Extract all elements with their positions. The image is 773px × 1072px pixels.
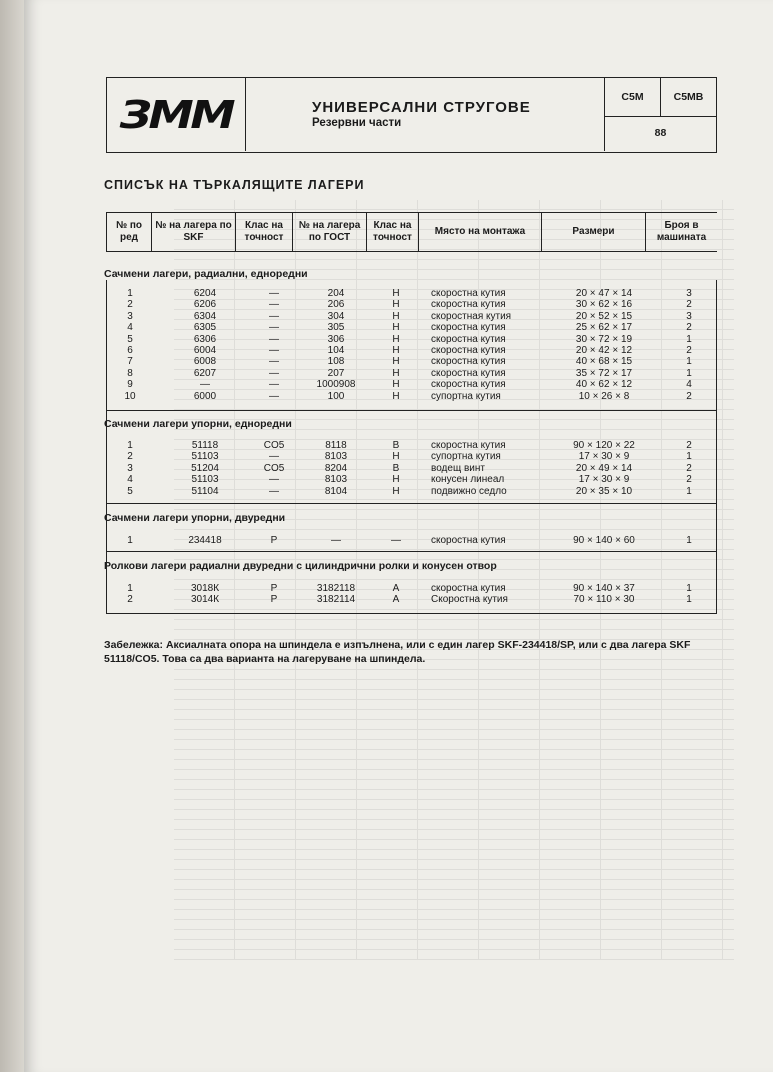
model-c5m: C5M (605, 78, 661, 116)
row-no: 4 (127, 474, 133, 486)
row-gost-class: Н (392, 485, 400, 497)
row-mount-place: скоростна кутия (431, 299, 506, 311)
row-gost-number: 108 (327, 356, 345, 368)
table-row (0, 288, 773, 299)
row-quantity: 2 (686, 390, 692, 402)
col-header-skf: № на лагера по SKF (152, 213, 236, 251)
row-quantity: 1 (686, 594, 692, 606)
footnote-text: Аксиалната опора на шпиндела е изпълнена, или с един лагер SKF-234418/SP, или с два лагера SKF 51118/CO5. Това са два варианта на лагеруване на шпиндела. (104, 639, 691, 665)
table-row (0, 345, 773, 356)
row-no: 1 (127, 583, 133, 594)
row-gost-number: 100 (327, 390, 345, 402)
document-header (106, 77, 717, 153)
col-header-qty: Броя в машината (656, 220, 707, 243)
table-left-border (106, 280, 107, 613)
row-skf-number: 6008 (193, 356, 217, 368)
row-mount-place: скоростна кутия (431, 288, 506, 299)
row-dimensions: 20 × 52 × 15 (575, 310, 633, 322)
row-quantity: 2 (686, 322, 692, 334)
document-subtitle: Резервни части (312, 117, 402, 129)
row-mount-place: скоростна кутия (431, 356, 506, 368)
row-skf-number: — (200, 379, 210, 391)
row-gost-number: 8103 (324, 474, 348, 486)
row-quantity: 4 (686, 379, 692, 391)
row-dimensions: 17 × 30 × 9 (578, 474, 630, 486)
row-no: 2 (127, 594, 133, 606)
row-quantity: 1 (686, 333, 692, 345)
row-no: 9 (127, 379, 133, 391)
row-mount-place: скоростна кутия (431, 379, 506, 391)
row-gost-class: Н (392, 367, 400, 379)
row-skf-number: 51103 (191, 474, 219, 486)
row-mount-place: водещ винт (431, 462, 485, 474)
col-header-size: Размери (542, 213, 646, 251)
row-skf-class: CO5 (263, 462, 285, 474)
col-header-class-skf: Клас на точност (236, 213, 293, 251)
row-skf-number: 3014К (190, 594, 220, 606)
row-dimensions: 90 × 120 × 22 (573, 440, 635, 451)
row-skf-class: — (269, 333, 279, 345)
row-gost-number: 306 (327, 333, 345, 345)
col-header-place: Място на монтажа (419, 213, 542, 251)
row-quantity: 3 (686, 310, 692, 322)
col-header-class-gost: Клас на точност (367, 213, 419, 251)
table-row (0, 334, 773, 345)
table-row (0, 451, 773, 462)
row-quantity: 1 (686, 356, 692, 368)
table-row (0, 299, 773, 310)
table-right-border (716, 280, 717, 613)
row-quantity: 1 (686, 485, 692, 497)
company-logo: ЗММ (119, 92, 233, 137)
section-title-thrust-single: Сачмени лагери упорни, едноредни (104, 418, 292, 430)
row-dimensions: 20 × 42 × 12 (575, 345, 633, 356)
table-row (0, 463, 773, 474)
row-dimensions: 17 × 30 × 9 (578, 451, 630, 463)
row-no: 7 (127, 356, 133, 368)
col-header-no: № по ред (106, 213, 152, 251)
row-skf-number: 51104 (191, 485, 219, 497)
row-gost-class: — (391, 535, 401, 546)
row-gost-number: 204 (327, 288, 345, 299)
document-title: УНИВЕРСАЛНИ СТРУГОВЕ (312, 99, 531, 116)
table-row (0, 440, 773, 451)
logo-box (107, 78, 246, 151)
row-skf-number: 6000 (193, 390, 217, 402)
row-mount-place: конусен линеал (431, 474, 505, 486)
row-no: 1 (127, 535, 133, 546)
table-row (0, 594, 773, 605)
row-skf-number: 6207 (193, 367, 217, 379)
row-gost-class: Н (392, 288, 400, 299)
section-title-roller: Ролкови лагери радиални двуредни с цилиндрични ролки и конусен отвор (104, 560, 497, 572)
table-row (0, 474, 773, 485)
row-gost-number: 1000908 (316, 379, 356, 391)
row-skf-class: — (269, 474, 279, 486)
row-quantity: 2 (686, 462, 692, 474)
row-mount-place: скоростна кутия (431, 367, 506, 379)
row-gost-class: Н (392, 310, 400, 322)
row-gost-number: 305 (327, 322, 345, 334)
row-dimensions: 25 × 62 × 17 (575, 322, 633, 334)
row-dimensions: 70 × 110 × 30 (573, 594, 635, 606)
row-dimensions: 40 × 62 × 12 (575, 379, 633, 391)
row-mount-place: скоростна кутия (431, 440, 506, 451)
row-skf-class: — (269, 356, 279, 368)
row-skf-number: 51118 (191, 440, 219, 451)
row-quantity: 2 (686, 440, 692, 451)
row-no: 2 (127, 451, 133, 463)
section-title-radial: Сачмени лагери, радиални, едноредни (104, 268, 308, 280)
row-mount-place: супортна кутия (431, 390, 501, 402)
row-skf-class: — (269, 379, 279, 391)
row-gost-class: А (392, 583, 400, 594)
row-gost-number: 8104 (324, 485, 348, 497)
row-quantity: 1 (686, 451, 692, 463)
row-skf-class: Р (270, 594, 278, 606)
row-dimensions: 20 × 49 × 14 (575, 462, 633, 474)
row-gost-class: А (392, 594, 400, 606)
col-header-gost: № на лагера по ГОСТ (293, 213, 367, 251)
row-skf-number: 6004 (193, 345, 217, 356)
table-row (0, 486, 773, 497)
row-quantity: 2 (686, 299, 692, 311)
section-title-thrust-double: Сачмени лагери упорни, двуредни (104, 512, 286, 524)
row-skf-number: 6304 (193, 310, 217, 322)
row-no: 2 (127, 299, 133, 311)
row-dimensions: 20 × 47 × 14 (575, 288, 633, 299)
model-c5mb: C5MB (673, 91, 704, 103)
row-skf-class: CO5 (263, 440, 285, 451)
row-gost-class: Н (392, 390, 400, 402)
row-gost-class: Н (392, 345, 400, 356)
row-skf-number: 51103 (191, 451, 219, 463)
section-divider (106, 613, 717, 614)
row-skf-number: 6204 (193, 288, 217, 299)
row-dimensions: 30 × 72 × 19 (575, 333, 633, 345)
row-skf-number: 6306 (193, 333, 217, 345)
row-no: 8 (127, 367, 133, 379)
table-row (0, 379, 773, 390)
row-skf-number: 234418 (188, 535, 222, 546)
row-no: 1 (127, 440, 133, 451)
row-quantity: 1 (686, 367, 692, 379)
model-box (605, 78, 716, 151)
row-no: 5 (127, 485, 133, 497)
row-no: 10 (124, 390, 136, 402)
row-mount-place: скоростна кутия (431, 583, 506, 594)
row-gost-class: Н (392, 474, 400, 486)
row-gost-number: 8103 (324, 451, 348, 463)
row-skf-class: — (269, 390, 279, 402)
row-no: 1 (127, 288, 133, 299)
row-quantity: 2 (686, 474, 692, 486)
table-row (0, 535, 773, 546)
row-dimensions: 40 × 68 × 15 (575, 356, 633, 368)
row-quantity: 1 (686, 535, 692, 546)
table-row (0, 368, 773, 379)
row-mount-place: Скоростна кутия (431, 594, 508, 606)
row-mount-place: скоростная кутия (431, 310, 512, 322)
row-no: 6 (127, 345, 133, 356)
row-skf-class: — (269, 299, 279, 311)
row-gost-number: 206 (327, 299, 345, 311)
table-row (0, 356, 773, 367)
row-gost-number: 8118 (325, 440, 347, 451)
row-dimensions: 35 × 72 × 17 (575, 367, 633, 379)
page-number: 88 (654, 127, 667, 139)
row-mount-place: скоростна кутия (431, 345, 506, 356)
row-skf-number: 51204 (191, 462, 219, 474)
footnote-label: Забележка: (104, 639, 164, 651)
section-divider (106, 551, 717, 552)
row-gost-class: Н (392, 299, 400, 311)
row-dimensions: 90 × 140 × 60 (573, 535, 635, 546)
row-no: 5 (127, 333, 133, 345)
row-mount-place: подвижно седло (431, 485, 507, 497)
row-gost-class: Н (392, 356, 400, 368)
row-skf-class: Р (270, 583, 278, 594)
row-gost-number: 8204 (324, 462, 348, 474)
row-gost-class: В (392, 462, 400, 474)
row-skf-number: 3018К (190, 583, 220, 594)
table-row (0, 391, 773, 402)
row-skf-number: 6206 (193, 299, 217, 311)
row-no: 3 (127, 310, 133, 322)
row-mount-place: скоростна кутия (431, 333, 506, 345)
row-skf-class: — (269, 451, 279, 463)
title-box (246, 78, 605, 151)
row-mount-place: скоростна кутия (431, 322, 506, 334)
row-no: 4 (127, 322, 133, 334)
row-gost-number: 304 (327, 310, 345, 322)
row-skf-class: — (269, 485, 279, 497)
row-quantity: 1 (686, 583, 692, 594)
row-mount-place: скоростна кутия (431, 535, 506, 546)
row-dimensions: 10 × 26 × 8 (578, 390, 630, 402)
table-header (106, 212, 717, 252)
row-skf-number: 6305 (193, 322, 217, 334)
row-gost-number: 3182114 (316, 594, 356, 606)
row-gost-class: Н (392, 379, 400, 391)
row-dimensions: 90 × 140 × 37 (573, 583, 635, 594)
section-divider (106, 410, 717, 411)
footnote (104, 638, 716, 666)
row-quantity: 2 (686, 345, 692, 356)
row-gost-class: В (392, 440, 400, 451)
row-gost-number: — (331, 535, 341, 546)
row-mount-place: супортна кутия (431, 451, 501, 463)
row-quantity: 3 (686, 288, 692, 299)
row-gost-number: 3182118 (316, 583, 356, 594)
model-row (605, 78, 716, 117)
row-skf-class: — (269, 310, 279, 322)
row-gost-class: Н (392, 322, 400, 334)
row-gost-number: 207 (327, 367, 345, 379)
list-heading: СПИСЪК НА ТЪРКАЛЯЩИТЕ ЛАГЕРИ (104, 178, 365, 192)
row-skf-class: — (269, 345, 279, 356)
row-skf-class: — (269, 367, 279, 379)
table-row (0, 311, 773, 322)
row-gost-class: Н (392, 333, 400, 345)
table-row (0, 583, 773, 594)
row-gost-number: 104 (327, 345, 345, 356)
row-no: 3 (127, 462, 133, 474)
section-divider (106, 503, 717, 504)
row-skf-class: Р (270, 535, 278, 546)
row-skf-class: — (269, 288, 279, 299)
row-dimensions: 30 × 62 × 16 (575, 299, 633, 311)
row-dimensions: 20 × 35 × 10 (575, 485, 633, 497)
table-row (0, 322, 773, 333)
row-gost-class: Н (392, 451, 400, 463)
row-skf-class: — (269, 322, 279, 334)
